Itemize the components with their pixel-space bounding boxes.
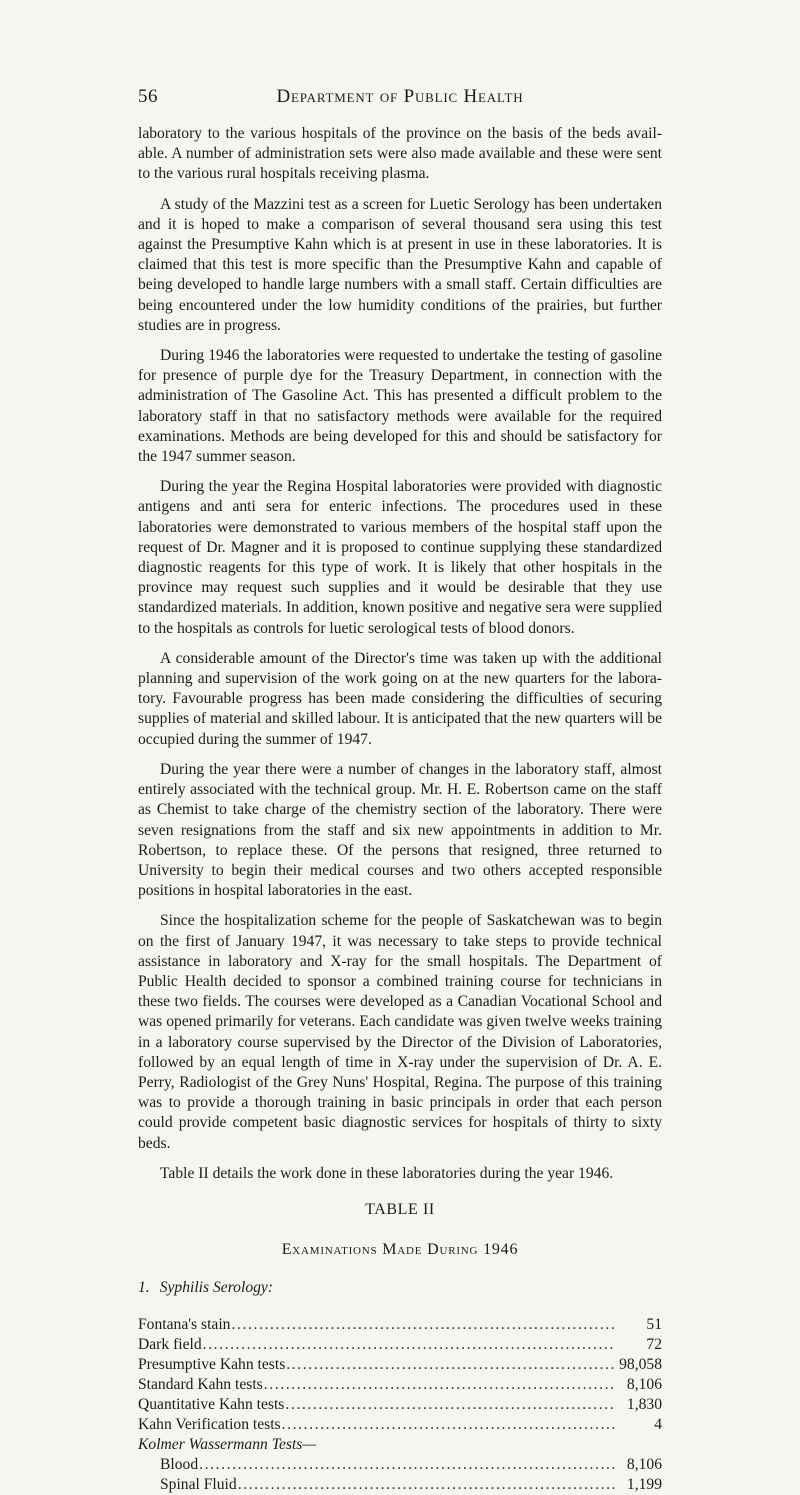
- dot-leader: [286, 1355, 615, 1375]
- section-heading-text: Syphilis Serology:: [159, 1279, 274, 1297]
- table-row: [138, 1355, 662, 1375]
- row-label: Quantitative Kahn tests: [138, 1395, 285, 1413]
- paragraph: Table II details the work done in these laboratories during the year 1946.: [160, 1164, 614, 1182]
- row-label: Standard Kahn tests: [138, 1375, 263, 1393]
- row-value: 1,199: [626, 1475, 662, 1493]
- table-row: [138, 1375, 662, 1395]
- row-label: Fontana's stain: [138, 1315, 231, 1333]
- section-heading: [138, 1278, 662, 1298]
- paragraph: During 1946 the laboratories were requested to undertake the testing of gasoline for presence of purple dye for the Treasury Department, in connection with the administration of The Gasoline Act. This has presented a difficult problem to the laboratory staff in that no satisfactory methods were available for the required examinations. Methods are being developed for this and should be satisfactory for the 1947 summer season.: [138, 347, 662, 466]
- row-value: 8,106: [626, 1455, 662, 1473]
- dot-leader: [231, 1315, 616, 1335]
- row-label: Dark field: [138, 1335, 202, 1353]
- row-label: Spinal Fluid: [160, 1475, 237, 1493]
- table-subtitle: Examinations Made During 1946: [281, 1241, 519, 1259]
- row-label: Presumptive Kahn tests: [138, 1355, 286, 1373]
- table-row: [138, 1415, 662, 1435]
- row-value: 1,830: [626, 1395, 662, 1413]
- running-head: Department of Public Health: [276, 86, 524, 107]
- table-row: [138, 1395, 662, 1415]
- paragraph: A considerable amount of the Director's time was taken up with the additional planning and supervision of the work going on at the new quarters for the laboratory. Favourable progress has been made considering the difficulties of securing supplies of material and skilled labour. It is anticipated that the new quarters will be occupied during the summer of 1947.: [138, 649, 662, 748]
- page-header: [138, 86, 662, 114]
- table-row: [138, 1335, 662, 1355]
- row-value: 98,058: [619, 1355, 662, 1373]
- dot-leader: [203, 1335, 616, 1355]
- paragraph: A study of the Mazzini test as a screen for Luetic Serology has been undertaken and it is hoped to make a comparison of several thousand sera using this test against the Presumptive Kahn which is at present in use in these laboratories. It is claimed that this test is more specific than the Presumptive Kahn and capable of being developed to handle large numbers with a small staff. Certain difficulties are being encountered under the low humidity conditions of the prairies, but further studies are in progress.: [138, 195, 662, 334]
- dot-leader: [199, 1455, 616, 1475]
- page-number: 56: [138, 86, 158, 107]
- body-text: [138, 124, 662, 1495]
- dot-leader: [285, 1395, 616, 1415]
- row-value: 8,106: [626, 1375, 662, 1393]
- group-label: Kolmer Wassermann Tests—: [138, 1435, 317, 1453]
- dot-leader: [238, 1475, 616, 1495]
- paragraph: laboratory to the various hospitals of the province on the basis of the beds available. A number of administration sets were also made available and these were sent to the various rural hospitals receiving plasma.: [138, 125, 662, 183]
- row-value: 51: [646, 1315, 662, 1333]
- table-row: [138, 1315, 662, 1335]
- section-number: 1.: [138, 1279, 150, 1297]
- row-label: Blood: [160, 1455, 199, 1473]
- table-title: TABLE II: [365, 1200, 435, 1218]
- table-row: [138, 1455, 662, 1475]
- table-row: [138, 1475, 662, 1495]
- row-label: Kahn Verification tests: [138, 1415, 281, 1433]
- row-value: 72: [646, 1335, 662, 1353]
- paragraph: During the year the Regina Hospital laboratories were provided with diagnostic antigens and anti sera for enteric infections. The procedures used in these laboratories were demonstrated to various members of the hospital staff upon the request of Dr. Magner and it is proposed to continue supplying these standardized diagnostic reagents for this type of work. It is likely that other hospitals in the province may request such supplies and it would be desirable that they use standardized materials. In addition, known positive and negative sera were supplied to the hospitals as controls for luetic serological tests of blood donors.: [138, 478, 662, 637]
- row-value: 4: [654, 1415, 662, 1433]
- paragraph: During the year there were a number of changes in the laboratory staff, almost entirely associated with the technical group. Mr. H. E. Robertson came on the staff as Chemist to take charge of the chemistry section of the laboratory. There were seven resignations from the staff and six new appointments in addition to Mr. Robertson, to replace these. Of the persons that resigned, three returned to University to begin their medical courses and two others accepted responsible positions in hospital laboratories in the east.: [138, 760, 662, 900]
- paragraph: Since the hospitalization scheme for the people of Saskatchewan was to begin on the first of January 1947, it was necessary to take steps to provide technical assistance in laboratory and X-ray for the small hospitals. The Department of Public Health decided to sponsor a combined training course for technicians in these two fields. The courses were developed as a Canadian Vocational School and was opened primarily for veterans. Each candidate was given twelve weeks training in a laboratory course supervised by the Director of the Division of Laboratories, followed by an equal length of time in X-ray under the supervision of Dr. A. E. Perry, Radiologist of the Grey Nuns' Hospital, Regina. The purpose of this training was to provide a thorough training in basic principals in order that each person could provide competent basic diagnostic services for hospitals of thirty to sixty beds.: [138, 912, 662, 1152]
- dot-leader: [282, 1415, 616, 1435]
- dot-leader: [264, 1375, 616, 1395]
